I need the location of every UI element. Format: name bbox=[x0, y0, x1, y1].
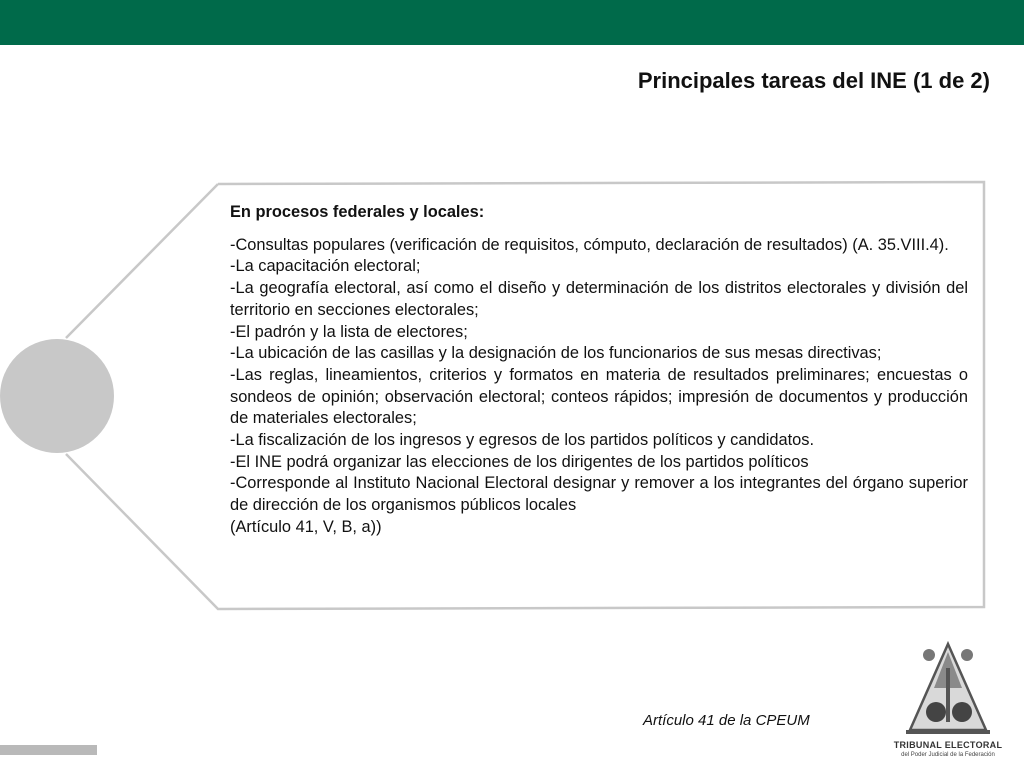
tribunal-logo bbox=[892, 638, 1004, 762]
section-circle bbox=[0, 339, 114, 453]
list-item: -El padrón y la lista de electores; bbox=[230, 322, 468, 341]
slide-title: Principales tareas del INE (1 de 2) bbox=[637, 68, 990, 93]
list-item: -Las reglas, lineamientos, criterios y formatos en materia de resultados preliminares; encuestas o sondeos de opinión; observación electoral; conteos rápidos; impresión de documentos y producción de materiales electorales; bbox=[230, 365, 968, 428]
footer-citation: Artículo 41 de la CPEUM bbox=[643, 712, 810, 729]
tribunal-emblem-icon bbox=[900, 638, 996, 738]
list-item: -La fiscalización de los ingresos y egresos de los partidos políticos y candidatos. bbox=[230, 431, 814, 450]
list-item: -Corresponde al Instituto Nacional Electoral designar y remover a los integrantes del órgano superior de dirección de los organismos públicos locales bbox=[230, 474, 968, 515]
logo-subtitle: del Poder Judicial de la Federación bbox=[901, 752, 995, 758]
list-item: -La capacitación electoral; bbox=[230, 257, 421, 276]
list-item: -La geografía electoral, así como el diseño y determinación de los distritos electorales y división del territorio en secciones electorales; bbox=[230, 279, 968, 319]
list-item: -La ubicación de las casillas y la designación de los funcionarios de sus mesas directivas; bbox=[230, 344, 882, 363]
list-item: -El INE podrá organizar las elecciones de los dirigentes de los partidos políticos bbox=[230, 452, 809, 471]
bottom-gray-bar bbox=[0, 745, 97, 755]
logo-title: TRIBUNAL ELECTORAL bbox=[893, 740, 1003, 750]
task-list bbox=[230, 235, 968, 517]
list-item: -Consultas populares (verificación de requisitos, cómputo, declaración de resultados) (A. 35.VIII.4). bbox=[230, 235, 949, 254]
article-note: (Artículo 41, V, B, a)) bbox=[230, 517, 382, 536]
content-box bbox=[230, 202, 968, 602]
content-heading: En procesos federales y locales: bbox=[230, 203, 485, 221]
